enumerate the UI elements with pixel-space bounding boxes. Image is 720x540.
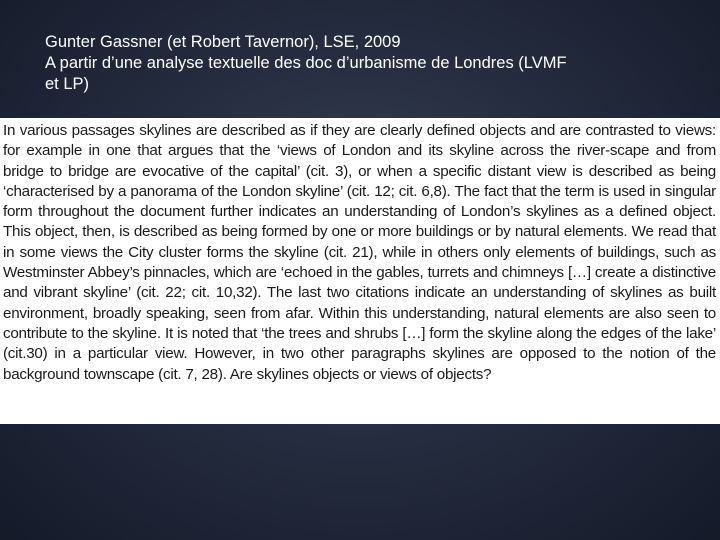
excerpt-paragraph: In various passages skylines are described as if they are clearly defined objects and are contrasted to views: for example in one that argues that the ‘views of London and its skyline across the river-scape and from bridge to bridge are evocative of the capital’ (cit. 3), or when a specific distant view is described as being ‘characterised by a panorama of the London skyline’ (cit. 12; cit. 6,8). The fact that the term is used in singular form throughout the document further indicates an understanding of London’s skylines as a defined object. This object, then, is described as being formed by one or more buildings or by natural elements. We read that in some views the City cluster forms the skyline (cit. 21), while in others only elements of buildings, such as Westminster Abbey’s pinnacles, which are ‘echoed in the gables, turrets and chimneys […] create a distinctive and vibrant skyline’ (cit. 22; cit. 10,32). The last two citations indicate an understanding of skylines as built environment, broadly speaking, seen from afar. Within this understanding, natural elements are also seen to contribute to the skyline. It is noted that ‘the trees and shrubs […] form the skyline along the edges of the lake’ (cit.30) in a particular view. However, in two other paragraphs skylines are opposed to the notion of the background townscape (cit. 7, 28). Are skylines objects or views of objects? bbox=[3, 122, 716, 383]
title-line-1: Gunter Gassner (et Robert Tavernor), LSE, 2009 bbox=[45, 33, 401, 51]
title-line-2: A partir d’une analyse textuelle des doc d’urbanisme de Londres (LVMF bbox=[45, 54, 567, 72]
quoted-text-excerpt bbox=[0, 118, 720, 424]
slide-title bbox=[45, 32, 685, 95]
title-line-3: et LP) bbox=[45, 75, 90, 93]
